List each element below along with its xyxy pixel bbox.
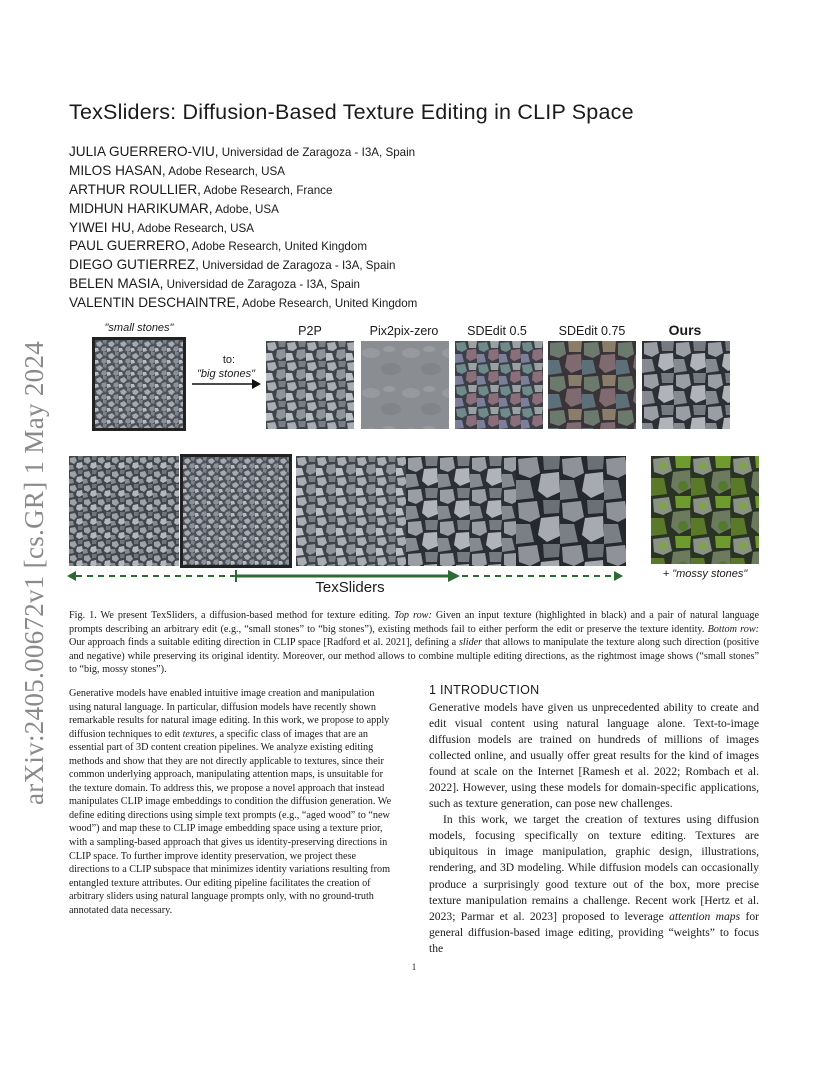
arxiv-stamp: arXiv:2405.00672v1 [cs.GR] 1 May 2024	[19, 340, 49, 805]
introduction-attention-maps: attention maps	[669, 909, 741, 923]
introduction-body	[429, 700, 759, 957]
caption-toprow-text: Given an input texture (highlighted in black) and a pair of natural language prompts describing an arbitrary edit (e.g., “small stones” to “big stones”), existing methods fail to either perform the edit or preserve the texture identity.	[69, 610, 760, 635]
author-name: BELEN MASIA,	[69, 276, 164, 292]
method-label-sdedit-05: SDEdit 0.5	[467, 324, 527, 338]
author-name: YIWEI HU,	[69, 219, 135, 235]
caption-bottomrow-label: Bottom row:	[707, 623, 760, 635]
introduction-paragraph-1: Generative models have given us unprecedented ability to create and edit visual content using natural language alone. Text-to-image diffusion models are trained on hundreds of millions of images collected online, and usually offer great results for the kind of images found at scale on the Internet [Ramesh et al. 2022; Rombach et al. 2022]. However, using these models for domain-specific applications, such as texture generation, can pose new challenges.	[429, 701, 759, 811]
introduction-heading: 1 INTRODUCTION	[429, 683, 540, 697]
author-affiliation: Adobe Research, France	[200, 183, 333, 197]
introduction-paragraph-2	[429, 812, 759, 956]
author-name: MIDHUN HARIKUMAR,	[69, 200, 213, 216]
author-line	[69, 181, 417, 200]
author-list	[69, 143, 417, 313]
author-line	[69, 256, 417, 275]
caption-toprow-label: Top row:	[394, 610, 432, 621]
p2p-result-image	[266, 341, 354, 429]
sdedit-075-result-image	[548, 341, 636, 429]
author-line	[69, 219, 417, 238]
slider-texture-input	[180, 454, 292, 568]
method-label-pix2pix-zero: Pix2pix-zero	[369, 324, 439, 338]
figure-caption	[69, 609, 759, 677]
author-line	[69, 143, 417, 162]
arrow-label-target: "big stones"	[197, 368, 255, 380]
author-name: VALENTIN DESCHAINTRE,	[69, 295, 240, 311]
author-line	[69, 200, 417, 219]
author-affiliation: Adobe Research, USA	[165, 164, 285, 178]
author-name: DIEGO GUTIERREZ,	[69, 257, 199, 273]
author-affiliation: Universidad de Zaragoza - I3A, Spain	[163, 278, 360, 292]
arrow-label-to: to:	[222, 354, 236, 366]
paper-title: TexSliders: Diffusion-Based Texture Editing in CLIP Space	[69, 100, 634, 124]
caption-bottomrow-text-2: that allows to manipulate the texture along such direction (positive and negative) while preserving its original identity. Moreover, our method allows to combine multiple editing directions, as the rightmost image shows (“small stones” to “big, mossy stones”).	[69, 637, 759, 676]
introduction-paragraph-2a: In this work, we target the creation of textures using diffusion models, focusing specifically on texture editing. Textures are ubiquitous in image manipulation, graphic design, illustrations, rendering, and 3D modeling. While diffusion models can occasionally produce a surprisingly good texture out of the box, more precise texture manipulation remains a challenge. Recent work [Hertz et al. 2023; Parmar et al. 2023] proposed to leverage	[429, 813, 759, 923]
texsliders-label: TexSliders	[315, 579, 385, 596]
introduction-paragraph-2b: for general diffusion-based image editing, providing “weights” to focus the	[429, 909, 759, 955]
caption-slider-word: slider	[458, 637, 483, 649]
input-prompt-label: "small stones"	[104, 322, 174, 334]
author-affiliation: Adobe Research, USA	[134, 221, 254, 235]
pix2pix-zero-result-image	[361, 341, 449, 429]
ours-result-image	[642, 341, 730, 429]
method-label-p2p: P2P	[298, 324, 322, 338]
slider-texture-step-2	[406, 456, 516, 566]
abstract-part-1: Generative models have enabled intuitive image creation and manipulation using natural language. In particular, diffusion models have recently shown remarkable results for natural image editing. In this work, we propose to apply diffusion techniques to edit	[69, 688, 390, 740]
author-name: ARTHUR ROULLIER,	[69, 181, 201, 197]
slider-texture-step-1	[296, 456, 406, 566]
author-affiliation: Adobe Research, United Kingdom	[239, 297, 418, 311]
method-label-sdedit-075: SDEdit 0.75	[558, 324, 626, 338]
author-name: JULIA GUERRERO-VIU,	[69, 144, 219, 159]
author-affiliation: Universidad de Zaragoza - I3A, Spain	[198, 259, 396, 273]
mossy-stones-label: + "mossy stones"	[662, 568, 748, 580]
author-line	[69, 275, 417, 294]
author-line	[69, 294, 417, 313]
abstract	[69, 687, 397, 917]
author-affiliation: Adobe Research, United Kingdom	[189, 240, 367, 254]
author-line	[69, 162, 417, 181]
method-label-ours: Ours	[668, 322, 702, 338]
author-line	[69, 237, 417, 256]
input-texture-image	[92, 337, 186, 431]
author-affiliation: Universidad de Zaragoza - I3A, Spain	[218, 146, 416, 159]
author-affiliation: Adobe, USA	[212, 202, 279, 216]
author-name: PAUL GUERRERO,	[69, 238, 190, 254]
author-name: MILOS HASAN,	[69, 162, 166, 178]
caption-bottomrow-text: Our approach finds a suitable editing direction in CLIP space [Radford et al. 2021], defining a	[69, 637, 457, 649]
mossy-stones-texture	[651, 456, 759, 564]
abstract-textures-word: textures	[182, 728, 215, 740]
page-number: 1	[411, 962, 417, 972]
slider-texture-step-3	[516, 456, 626, 566]
caption-lead: Fig. 1. We present TexSliders, a diffusion-based method for texture editing.	[69, 610, 391, 621]
abstract-part-2: , a specific class of images that are an essential part of 3D content creation pipelines. We analyze existing editing methods and show that they are not directly applicable to textures, since their common underlying approach, manipulating attention maps, is unsuitable for the texture domain. To address this, we propose a novel approach that instead manipulates CLIP image embeddings to condition the diffusion generation. We define editing directions using simple text prompts (e.g., “aged wood” to “new wood”) and map these to CLIP image embedding space using a texture prior, with a sampling-based approach that gives us identity-preserving directions in CLIP space. To further improve identity preservation, we project these directions to a CLIP subspace that minimizes identity variations resulting from entangled texture attributes. Our editing pipeline facilitates the creation of arbitrary sliders using natural language prompts only, with no ground-truth annotated data necessary.	[69, 728, 392, 916]
sdedit-05-result-image	[455, 341, 543, 429]
slider-texture-smallest	[69, 456, 179, 566]
